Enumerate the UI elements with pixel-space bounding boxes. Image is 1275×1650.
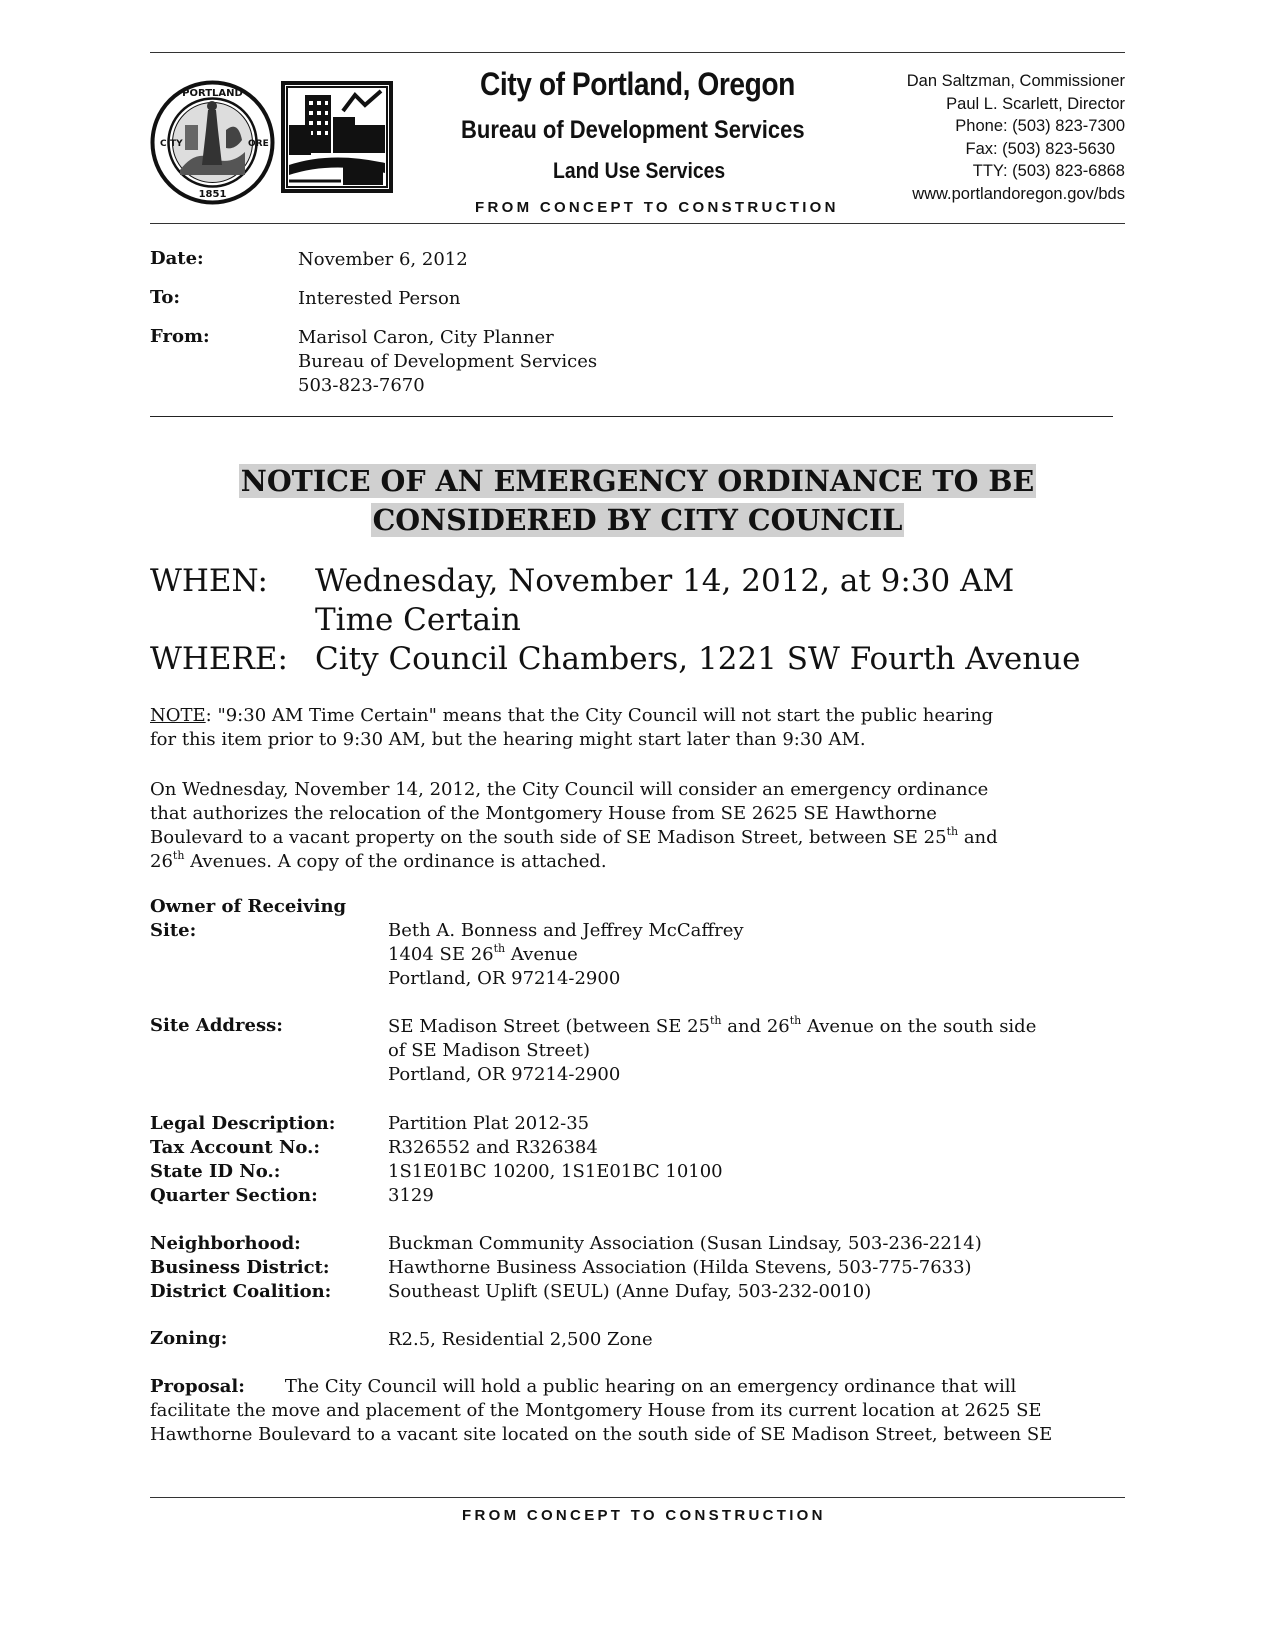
contact-phone: Phone: (503) 823-7300 (955, 117, 1125, 136)
state-value: 1S1E01BC 10200, 1S1E01BC 10100 (388, 1161, 723, 1182)
site-line2: of SE Madison Street) (388, 1040, 590, 1061)
owner-addr-num: 1404 SE 26 (388, 944, 494, 965)
neighborhood-value: Buckman Community Association (Susan Lindsay, 503-236-2214) (388, 1233, 982, 1254)
proposal-line2: facilitate the move and placement of the Montgomery House from its current location at 2625 SE (150, 1400, 1042, 1421)
neighborhood-label: Neighborhood: (150, 1233, 301, 1254)
zoning-value: R2.5, Residential 2,500 Zone (388, 1329, 653, 1350)
owner-addr-sup: th (493, 942, 506, 955)
owner-label-1: Owner of Receiving (150, 896, 347, 917)
site-b: and 26 (721, 1016, 790, 1037)
site-city: Portland, OR 97214-2900 (388, 1064, 621, 1085)
city-seal-icon (150, 80, 275, 205)
intro-line3-sup: th (946, 825, 959, 838)
memo-to: Interested Person (298, 288, 461, 309)
owner-label-2: Site: (150, 920, 197, 941)
memo-from-name: Marisol Caron, City Planner (298, 327, 554, 348)
proposal-line3: Hawthorne Boulevard to a vacant site located on the south side of SE Madison Street, between SE (150, 1424, 1053, 1445)
intro-paragraph (150, 778, 1140, 874)
bds-logo-icon (281, 81, 393, 193)
memo-date: November 6, 2012 (298, 249, 468, 270)
when-value (315, 562, 1014, 640)
header-top-rule (150, 52, 1125, 53)
svg-text:1851: 1851 (198, 189, 227, 200)
svg-text:CITY: CITY (160, 139, 183, 149)
memo-to-label: To: (150, 287, 180, 308)
memo-from-dept: Bureau of Development Services (298, 351, 598, 372)
header-bottom-rule (150, 223, 1125, 224)
contact-tty: TTY: (503) 823-6868 (972, 162, 1125, 181)
when-label: WHEN: (150, 563, 268, 599)
state-label: State ID No.: (150, 1161, 281, 1182)
footer-tagline: FROM CONCEPT TO CONSTRUCTION (462, 1507, 826, 1524)
header-division: Land Use Services (553, 158, 726, 183)
tax-value: R326552 and R326384 (388, 1137, 598, 1158)
memo-date-label: Date: (150, 248, 204, 269)
note-paragraph (150, 704, 1140, 752)
intro-line1: On Wednesday, November 14, 2012, the City Council will consider an emergency ordinance (150, 779, 989, 800)
header-bureau: Bureau of Development Services (461, 116, 805, 144)
legal-label: Legal Description: (150, 1113, 336, 1134)
where-label: WHERE: (150, 641, 288, 677)
legal-value: Partition Plat 2012-35 (388, 1113, 590, 1134)
where-value: City Council Chambers, 1221 SW Fourth Avenue (315, 641, 1081, 677)
when-line1: Wednesday, November 14, 2012, at 9:30 AM (315, 563, 1015, 599)
owner-city: Portland, OR 97214-2900 (388, 968, 621, 989)
contact-commissioner: Dan Saltzman, Commissioner (906, 72, 1125, 90)
intro-line4-sup: th (172, 849, 185, 862)
note-line1: : "9:30 AM Time Certain" means that the City Council will not start the public hearing (205, 705, 994, 726)
header-tagline: FROM CONCEPT TO CONSTRUCTION (475, 199, 839, 216)
business-value: Hawthorne Business Association (Hilda Stevens, 503-775-7633) (388, 1257, 972, 1278)
site-sup1: th (710, 1014, 722, 1027)
note-line2: for this item prior to 9:30 AM, but the hearing might start later than 9:30 AM. (150, 729, 866, 750)
header-city: City of Portland, Oregon (480, 66, 795, 102)
intro-line3-end: and (958, 827, 998, 848)
proposal-label: Proposal: (150, 1376, 245, 1397)
notice-title-line2: CONSIDERED BY CITY COUNCIL (372, 503, 903, 537)
note-label: NOTE (150, 705, 206, 726)
intro-line4-num: 26 (150, 851, 173, 872)
intro-line3: Boulevard to a vacant property on the south side of SE Madison Street, between SE 25 (150, 827, 947, 848)
notice-title (150, 462, 1125, 540)
notice-title-line1: NOTICE OF AN EMERGENCY ORDINANCE TO BE (240, 464, 1035, 498)
proposal-line1: The City Council will hold a public hearing on an emergency ordinance that will (284, 1376, 1017, 1397)
quarter-value: 3129 (388, 1185, 434, 1206)
contact-director: Paul L. Scarlett, Director (946, 94, 1125, 113)
footer-rule (150, 1497, 1125, 1498)
business-label: Business District: (150, 1257, 330, 1278)
zoning-label: Zoning: (150, 1328, 228, 1349)
header-contact (907, 70, 1125, 206)
contact-web[interactable]: www.portlandoregon.gov/bds (912, 184, 1125, 203)
intro-line4-end: Avenues. A copy of the ordinance is attached. (184, 851, 607, 872)
coalition-label: District Coalition: (150, 1281, 332, 1302)
quarter-label: Quarter Section: (150, 1185, 318, 1206)
proposal-paragraph (150, 1375, 1150, 1447)
site-a: SE Madison Street (between SE 25 (388, 1016, 711, 1037)
owner-addr-end: Avenue (505, 944, 578, 965)
site-c: Avenue on the south side (801, 1016, 1037, 1037)
memo-from-label: From: (150, 326, 210, 347)
owner-name: Beth A. Bonness and Jeffrey McCaffrey (388, 920, 744, 941)
svg-text:PORTLAND: PORTLAND (182, 88, 243, 99)
memo-from-phone: 503-823-7670 (298, 375, 425, 396)
tax-label: Tax Account No.: (150, 1137, 321, 1158)
contact-fax: Fax: (503) 823-5630 (965, 139, 1115, 158)
svg-text:ORE: ORE (248, 139, 269, 149)
site-sup2: th (789, 1014, 802, 1027)
when-line2: Time Certain (315, 602, 521, 638)
site-label: Site Address: (150, 1015, 283, 1036)
memo-rule (150, 416, 1113, 417)
coalition-value: Southeast Uplift (SEUL) (Anne Dufay, 503-232-0010) (388, 1281, 872, 1302)
intro-line2: that authorizes the relocation of the Montgomery House from SE 2625 SE Hawthorne (150, 803, 937, 824)
